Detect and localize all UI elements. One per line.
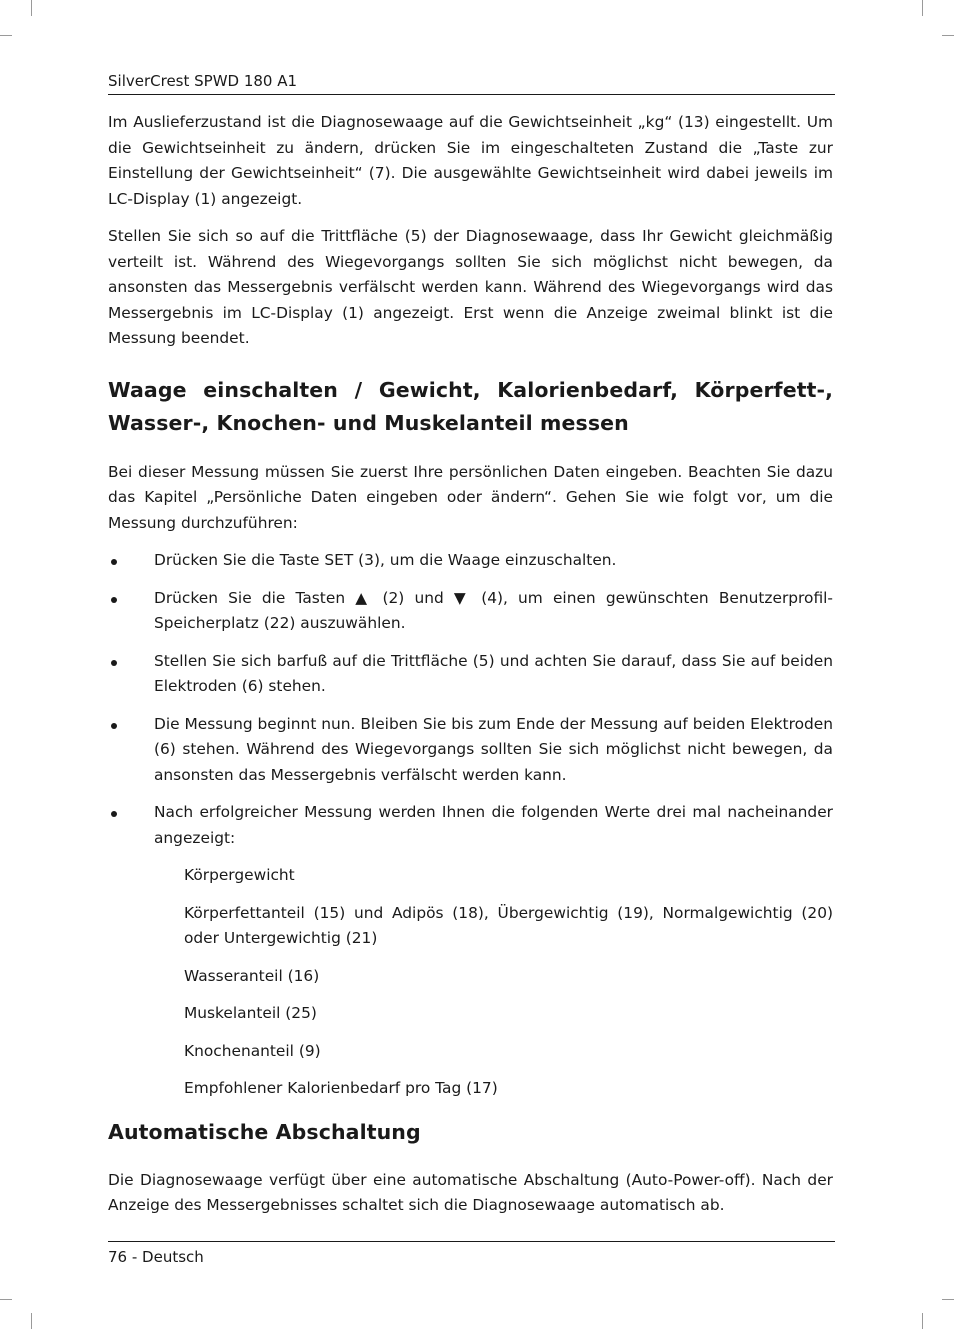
section-heading-measure: Waage einschalten / Gewicht, Kalorienbedarf, Körperfett-, Wasser-, Knochen- und Muskelanteil messen: [108, 377, 833, 435]
crop-mark: [31, 0, 32, 16]
bullet-icon: [111, 811, 117, 817]
list-item: Drücken Sie die Taste SET (3), um die Waage einzuschalten.: [108, 548, 833, 574]
bullet-icon: [111, 660, 117, 666]
page-number: 76 - Deutsch: [108, 1248, 204, 1266]
crop-mark: [31, 1313, 32, 1329]
header-title: SilverCrest SPWD 180 A1: [108, 72, 298, 90]
crop-mark: [922, 0, 923, 16]
section-heading-auto-off: Automatische Abschaltung: [108, 1119, 421, 1144]
value-item: Muskelanteil (25): [184, 1004, 317, 1022]
bullet-icon: [111, 723, 117, 729]
list-item: Nach erfolgreicher Messung werden Ihnen die folgenden Werte drei mal nacheinander angezeigt:: [108, 800, 833, 851]
auto-off-paragraph: Die Diagnosewaage verfügt über eine automatische Abschaltung (Auto-Power-off). Nach der Anzeige des Messergebnisses schaltet sich die Diagnosewaage automatisch ab.: [108, 1170, 833, 1214]
page-content: [108, 110, 833, 1219]
value-item: Körpergewicht: [184, 866, 295, 884]
page-footer: [108, 1241, 835, 1268]
intro-paragraph-units: Im Auslieferzustand ist die Diagnosewaage auf die Gewichtseinheit „kg“ (13) eingestellt. Um die Gewichtseinheit zu ändern, drücken Sie im eingeschalteten Zustand die „Taste zur Einstellung der Gewichtseinheit“ (7). Die ausgewählte Gewichtseinheit wird dabei jeweils im LC-Display (1) angezeigt.: [108, 113, 833, 208]
list-item: Drücken Sie die Tasten ▲ (2) und ▼ (4), um einen gewünschten Benutzerprofil-Speicherplatz (22) auszuwählen.: [108, 586, 833, 637]
instruction-list: [108, 548, 833, 851]
section-intro-paragraph: Bei dieser Messung müssen Sie zuerst Ihre persönlichen Daten eingeben. Beachten Sie dazu das Kapitel „Persönliche Daten eingeben oder ändern“. Gehen Sie wie folgt vor, um die Messung durchzuführen:: [108, 462, 833, 532]
page-header: [108, 70, 835, 95]
crop-mark: [942, 35, 954, 36]
intro-paragraph-weighing: Stellen Sie sich so auf die Trittfläche (5) der Diagnosewaage, dass Ihr Gewicht gleichmäßig verteilt ist. Während des Wiegevorgangs sollten Sie sich möglichst nicht bewegen, da ansonsten das Messergebnis verfälscht werden kann. Während des Wiegevorgangs wird das Messergebnis im LC-Display (1) angezeigt. Erst wenn die Anzeige zweimal blinkt ist die Messung beendet.: [108, 227, 833, 347]
crop-mark: [942, 1299, 954, 1300]
bullet-icon: [111, 559, 117, 565]
value-item: Wasseranteil (16): [184, 966, 320, 985]
value-item: Körperfettanteil (15) und Adipös (18), Übergewichtig (19), Normalgewichtig (20) oder Untergewichtig (21): [184, 903, 833, 947]
list-item: Die Messung beginnt nun. Bleiben Sie bis zum Ende der Messung auf beiden Elektroden (6) stehen. Während des Wiegevorgangs sollten Sie sich möglichst nicht bewegen, da ansonsten das Messergebnis verfälscht werden kann.: [108, 712, 833, 789]
crop-mark: [0, 35, 12, 36]
value-item: Empfohlener Kalorienbedarf pro Tag (17): [184, 1079, 498, 1097]
bullet-icon: [111, 597, 117, 603]
measured-values-list: [108, 863, 833, 1102]
crop-mark: [922, 1313, 923, 1329]
list-item: Stellen Sie sich barfuß auf die Trittfläche (5) und achten Sie darauf, dass Sie auf beiden Elektroden (6) stehen.: [108, 649, 833, 700]
value-item: Knochenanteil (9): [184, 1041, 321, 1060]
crop-mark: [0, 1299, 12, 1300]
